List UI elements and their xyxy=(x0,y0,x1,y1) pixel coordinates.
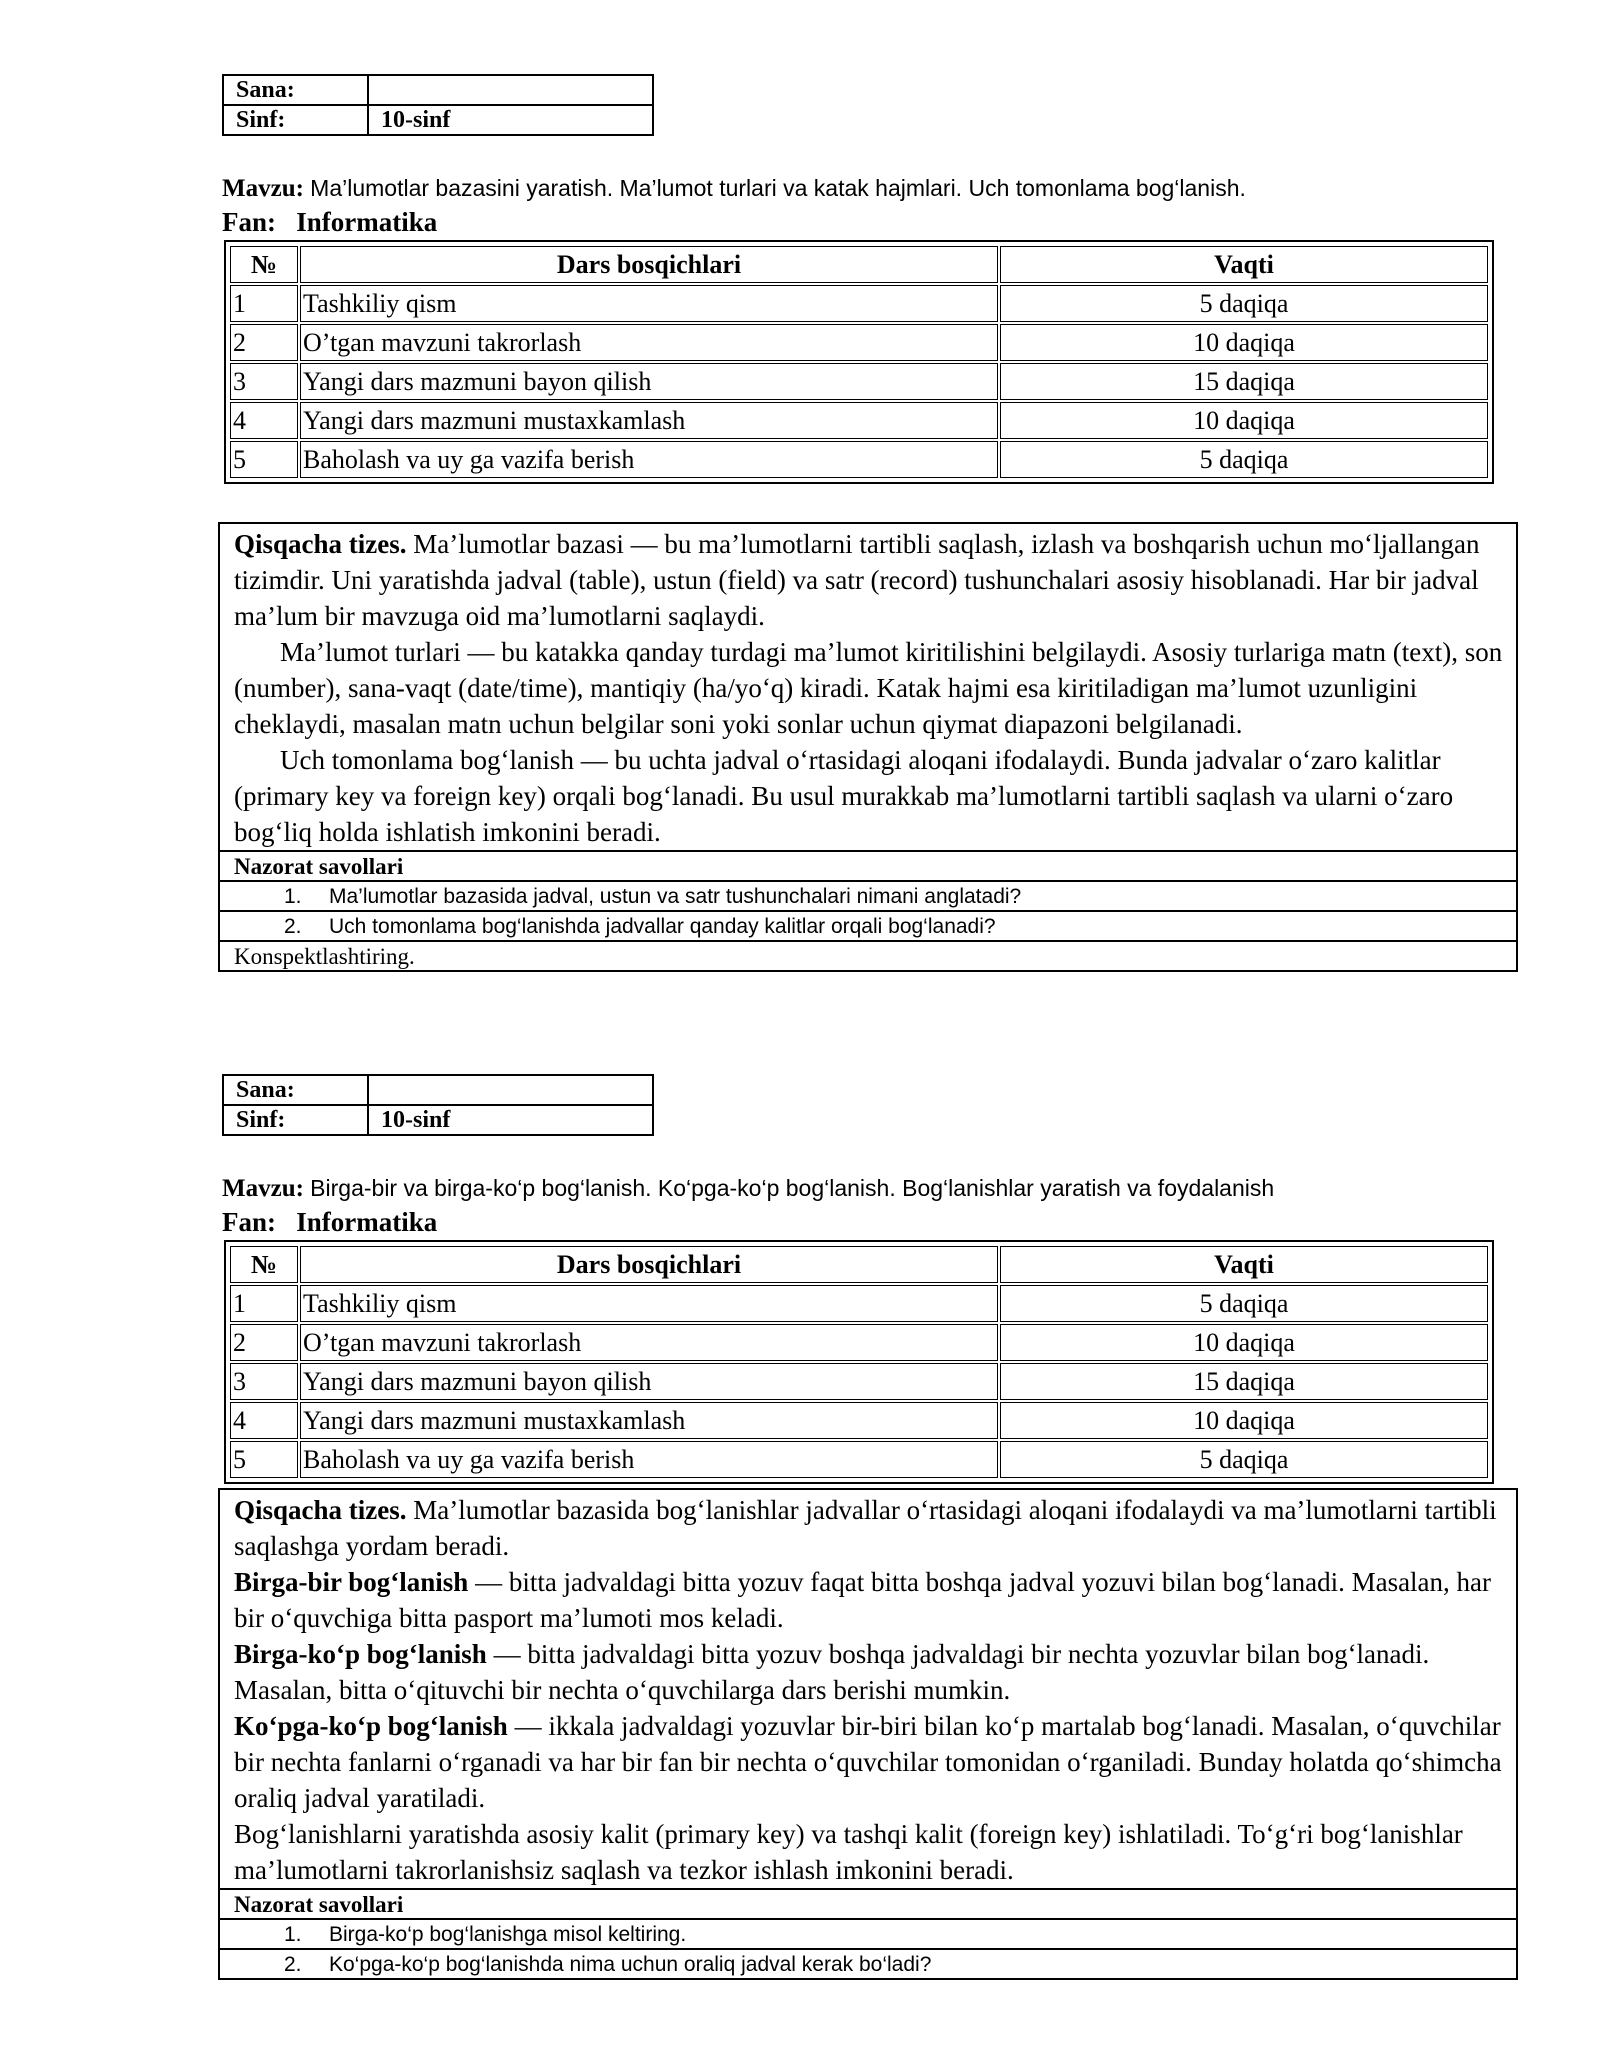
one-to-one-text: — bitta jadvaldagi bitta yozuv faqat bitta boshqa jadval yozuvi bilan bog‘lanadi. Masalan, har bir o‘quvchiga bitta pasport ma’lumoti mos keladi. xyxy=(234,1567,1492,1633)
step-number: 1 xyxy=(230,285,298,322)
lesson-2-fan xyxy=(222,1206,437,1238)
step-number: 3 xyxy=(230,1363,298,1400)
question-number: 2. xyxy=(284,915,302,938)
summary-paragraph-1: Ma’lumotlar bazasi — bu ma’lumotlarni tartibli saqlash, izlash va boshqarish uchun mo‘ljallangan tizimdir. Uni yaratishda jadval (table), ustun (field) va satr (record) tushunchalari asosiy hisoblanadi. Har bir jadval ma’lum bir mavzuga oid ma’lumotlarni saqlaydi. xyxy=(234,529,1480,631)
sana-label: Sana: xyxy=(223,1075,368,1105)
step-time: 10 daqiqa xyxy=(1000,1324,1488,1361)
one-to-many-label: Birga-ko‘p bog‘lanish xyxy=(234,1639,487,1669)
question-text: Ma’lumotlar bazasida jadval, ustun va satr tushunchalari nimani anglatadi? xyxy=(329,885,1022,908)
step-time: 10 daqiqa xyxy=(1000,324,1488,361)
question-number: 1. xyxy=(284,1923,302,1946)
sinf-label: Sinf: xyxy=(223,105,368,135)
table-row xyxy=(230,402,1488,439)
step-text: Baholash va uy ga vazifa berish xyxy=(300,441,998,478)
step-time: 15 daqiqa xyxy=(1000,363,1488,400)
step-time: 5 daqiqa xyxy=(1000,441,1488,478)
step-number: 5 xyxy=(230,1441,298,1478)
meta-table xyxy=(222,74,654,136)
sinf-value: 10-sinf xyxy=(368,1105,653,1135)
header-stages: Dars bosqichlari xyxy=(300,246,998,283)
table-row xyxy=(230,324,1488,361)
one-to-one-label: Birga-bir bog‘lanish xyxy=(234,1567,469,1597)
summary-text xyxy=(220,524,1516,850)
summary-paragraph-last: Bog‘lanishlarni yaratishda asosiy kalit (primary key) va tashqi kalit (foreign key) ishlatiladi. To‘g‘ri bog‘lanishlar ma’lumotlarni takrorlanishsiz saqlash va tezkor ishlash imkonini beradi. xyxy=(234,1819,1463,1885)
table-row xyxy=(230,363,1488,400)
step-number: 4 xyxy=(230,1402,298,1439)
lesson-1-meta xyxy=(222,74,654,136)
step-text: Yangi dars mazmuni bayon qilish xyxy=(300,363,998,400)
lesson-1-steps-table xyxy=(224,240,1494,484)
meta-table xyxy=(222,1074,654,1136)
sana-label: Sana: xyxy=(223,75,368,105)
step-time: 10 daqiqa xyxy=(1000,402,1488,439)
question-item xyxy=(220,880,1516,910)
table-row xyxy=(230,1441,1488,1478)
mavzu-text: Ma’lumotlar bazasini yaratish. Ma’lumot turlari va katak hajmlari. Uch tomonlama bog‘lanish. xyxy=(310,175,1246,201)
question-text: Uch tomonlama bog‘lanishda jadvallar qanday kalitlar orqali bog‘lanadi? xyxy=(329,915,996,938)
header-number: № xyxy=(230,1246,298,1283)
fan-value: Informatika xyxy=(296,1207,438,1237)
mavzu-label: Mavzu: xyxy=(222,175,304,202)
qisqacha-label: Qisqacha tizes. xyxy=(234,1495,407,1525)
qisqacha-label: Qisqacha tizes. xyxy=(234,529,407,559)
mavzu-text: Birga-bir va birga-ko‘p bog‘lanish. Ko‘pga-ko‘p bog‘lanish. Bog‘lanishlar yaratish va foydalanish xyxy=(310,1175,1275,1201)
header-number: № xyxy=(230,246,298,283)
question-item xyxy=(220,1918,1516,1948)
step-text: Yangi dars mazmuni mustaxkamlash xyxy=(300,402,998,439)
fan-label: Fan: xyxy=(222,207,276,237)
lesson-2-mavzu xyxy=(222,1172,1274,1205)
question-item xyxy=(220,910,1516,940)
table-row xyxy=(230,441,1488,478)
table-row xyxy=(230,1402,1488,1439)
summary-paragraph-2: Ma’lumot turlari — bu katakka qanday turdagi ma’lumot kiritilishini belgilaydi. Asosiy turlariga matn (text), son (number), sana-vaqt (date/time), mantiqiy (ha/yo‘q) kiradi. Katak hajmi esa kiritiladigan ma’lumot uzunligini cheklaydi, masalan matn uchun belgilar soni yoki sonlar uchun qiymat diapazoni belgilanadi. xyxy=(234,637,1503,739)
homework-text: Konspektlashtiring. xyxy=(220,940,1516,970)
one-to-many-text: — bitta jadvaldagi bitta yozuv boshqa jadvaldagi bir nechta yozuvlar bilan bog‘lanadi. Masalan, bitta o‘qituvchi bir nechta o‘quvchilarga dars berishi mumkin. xyxy=(234,1639,1430,1705)
step-number: 2 xyxy=(230,1324,298,1361)
header-time: Vaqti xyxy=(1000,1246,1488,1283)
question-number: 1. xyxy=(284,885,302,908)
mavzu-label: Mavzu: xyxy=(222,1175,304,1202)
lesson-1-info-box xyxy=(218,522,1518,972)
step-time: 15 daqiqa xyxy=(1000,1363,1488,1400)
step-text: Yangi dars mazmuni mustaxkamlash xyxy=(300,1402,998,1439)
question-number: 2. xyxy=(284,1953,302,1976)
sinf-value: 10-sinf xyxy=(368,105,653,135)
sana-value xyxy=(368,75,653,105)
header-stages: Dars bosqichlari xyxy=(300,1246,998,1283)
step-text: Tashkiliy qism xyxy=(300,285,998,322)
table-header-row xyxy=(230,246,1488,283)
lesson-1-mavzu xyxy=(222,172,1246,205)
table-row xyxy=(230,285,1488,322)
sinf-label: Sinf: xyxy=(223,1105,368,1135)
step-number: 5 xyxy=(230,441,298,478)
step-text: O’tgan mavzuni takrorlash xyxy=(300,324,998,361)
step-number: 1 xyxy=(230,1285,298,1322)
step-number: 3 xyxy=(230,363,298,400)
lesson-2-meta xyxy=(222,1074,654,1136)
step-text: O’tgan mavzuni takrorlash xyxy=(300,1324,998,1361)
step-text: Baholash va uy ga vazifa berish xyxy=(300,1441,998,1478)
question-item xyxy=(220,1948,1516,1978)
many-to-many-label: Ko‘pga-ko‘p bog‘lanish xyxy=(234,1711,508,1741)
many-to-many-text: — ikkala jadvaldagi yozuvlar bir-biri bilan ko‘p martalab bog‘lanadi. Masalan, o‘quvchilar bir nechta fanlarni o‘rganadi va har bir fan bir nechta o‘quvchilar tomonidan o‘rganiladi. Bunday holatda qo‘shimcha oraliq jadval yaratiladi. xyxy=(234,1711,1502,1813)
summary-paragraph-1: Ma’lumotlar bazasida bog‘lanishlar jadvallar o‘rtasidagi aloqani ifodalaydi va ma’lumotlarni tartibli saqlashga yordam beradi. xyxy=(234,1495,1497,1561)
table-row xyxy=(230,1324,1488,1361)
step-time: 5 daqiqa xyxy=(1000,285,1488,322)
header-time: Vaqti xyxy=(1000,246,1488,283)
question-text: Ko‘pga-ko‘p bog‘lanishda nima uchun oraliq jadval kerak bo‘ladi? xyxy=(329,1953,932,1976)
fan-value: Informatika xyxy=(296,207,438,237)
nazorat-heading: Nazorat savollari xyxy=(220,850,1516,880)
table-row xyxy=(230,1285,1488,1322)
step-time: 5 daqiqa xyxy=(1000,1285,1488,1322)
summary-paragraph-3: Uch tomonlama bog‘lanish — bu uchta jadval o‘rtasidagi aloqani ifodalaydi. Bunda jadvalar o‘zaro kalitlar (primary key va foreign key) orqali bog‘lanadi. Bu usul murakkab ma’lumotlarni tartibli saqlash va ularni o‘zaro bog‘liq holda ishlatish imkonini beradi. xyxy=(234,745,1454,847)
step-text: Yangi dars mazmuni bayon qilish xyxy=(300,1363,998,1400)
nazorat-heading: Nazorat savollari xyxy=(220,1888,1516,1918)
step-number: 4 xyxy=(230,402,298,439)
step-time: 5 daqiqa xyxy=(1000,1441,1488,1478)
lesson-2-steps-table xyxy=(224,1240,1494,1484)
lesson-1-fan xyxy=(222,206,437,238)
step-time: 10 daqiqa xyxy=(1000,1402,1488,1439)
question-text: Birga-ko‘p bog‘lanishga misol keltiring. xyxy=(329,1923,687,1946)
table-row xyxy=(230,1363,1488,1400)
table-header-row xyxy=(230,1246,1488,1283)
fan-label: Fan: xyxy=(222,1207,276,1237)
summary-text xyxy=(220,1490,1516,1888)
lesson-2-info-box xyxy=(218,1488,1518,1980)
step-text: Tashkiliy qism xyxy=(300,1285,998,1322)
step-number: 2 xyxy=(230,324,298,361)
sana-value xyxy=(368,1075,653,1105)
